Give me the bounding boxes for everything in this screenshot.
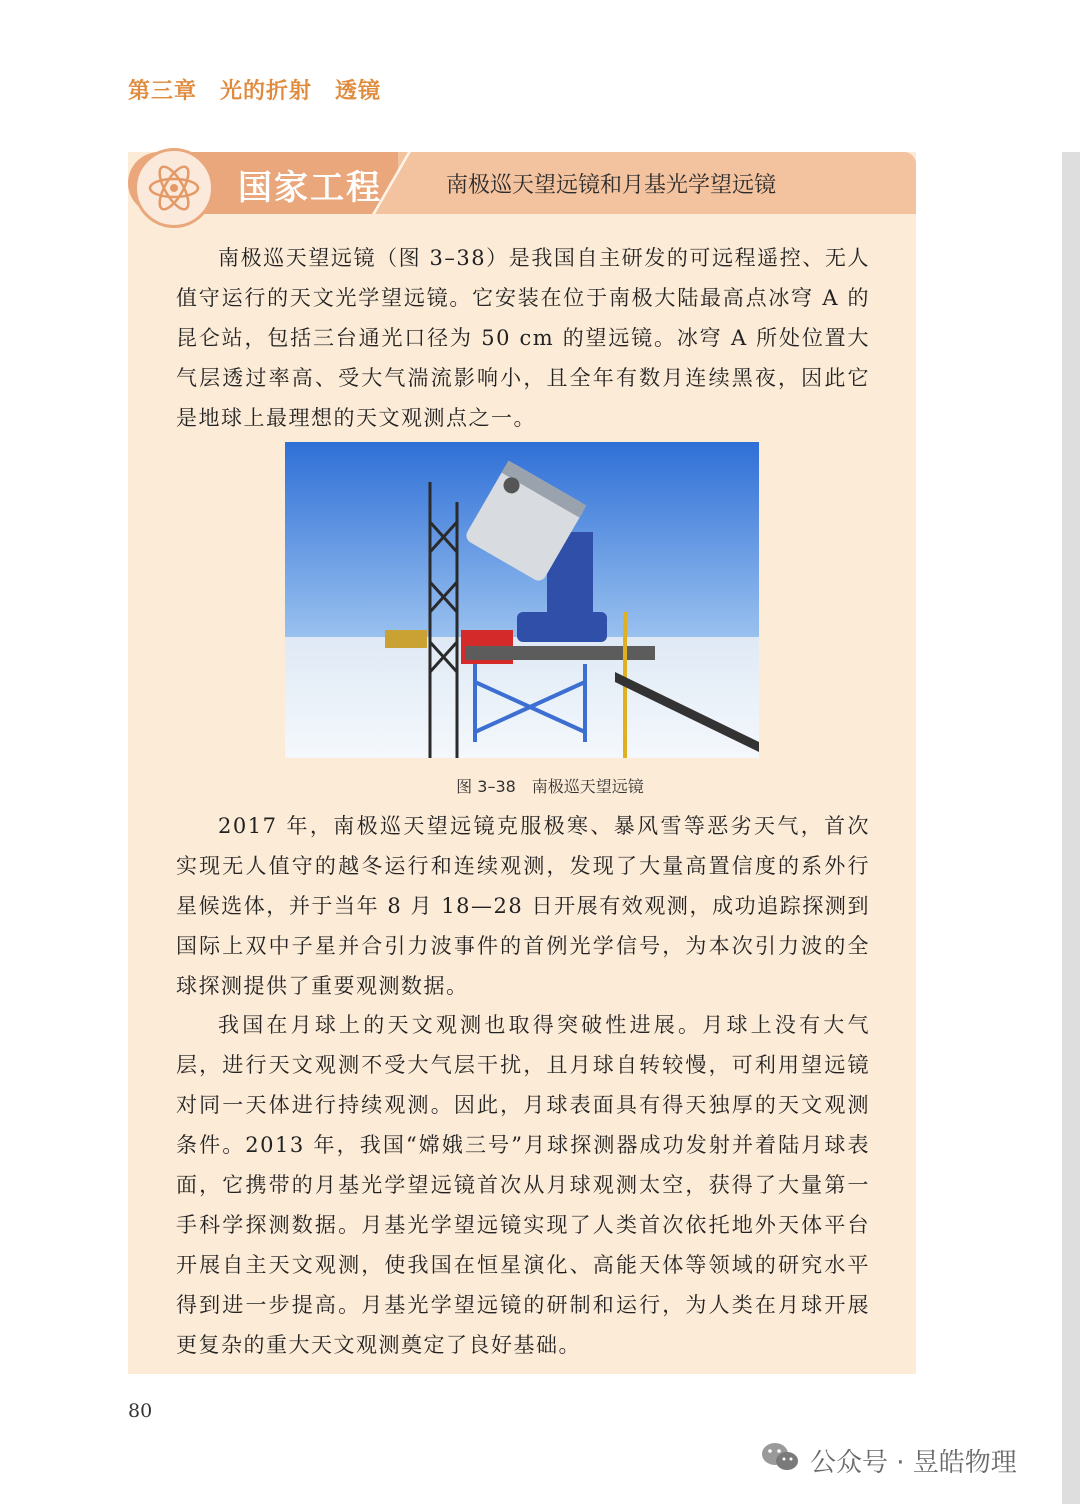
- banner-subtitle: 南极巡天望远镜和月基光学望远镜: [446, 173, 777, 198]
- page-number: 80: [128, 1400, 153, 1422]
- feature-banner: [128, 152, 916, 214]
- watermark-text: 公众号 · 昱皓物理: [810, 1447, 1017, 1478]
- page-edge-strip: [1062, 152, 1080, 1504]
- paragraph-2: 2017 年，南极巡天望远镜克服极寒、暴风雪等恶劣天气，首次实现无人值守的越冬运行和连续观测，发现了大量高置信度的系外行星候选体，并于当年 8 月 18—28 日开展有效观测，成功追踪探测到国际上双中子星并合引力波事件的首例光学信号，为本次引力波的全球探测提供了重要观测数据。: [176, 814, 870, 998]
- chapter-header: 第三章 光的折射 透镜: [128, 78, 382, 104]
- wechat-icon: [760, 1440, 800, 1481]
- figure-caption: 图 3–38 南极巡天望远镜: [456, 777, 644, 796]
- paragraph-3: 我国在月球上的天文观测也取得突破性进展。月球上没有大气层，进行天文观测不受大气层干扰，且月球自转较慢，可利用望远镜对同一天体进行持续观测。因此，月球表面具有得天独厚的天文观测条件。2013 年，我国“嫦娥三号”月球探测器成功发射并着陆月球表面，它携带的月基光学望远镜首次从月球观测太空，获得了大量第一手科学探测数据。月基光学望远镜实现了人类首次依托地外天体平台开展自主天文观测，使我国在恒星演化、高能天体等领域的研究水平得到进一步提高。月基光学望远镜的研制和运行，为人类在月球开展更复杂的重大天文观测奠定了良好基础。: [176, 1013, 870, 1357]
- banner-title: 国家工程: [238, 168, 382, 208]
- atom-icon: [134, 148, 214, 228]
- watermark: [760, 1440, 1017, 1480]
- telescope-photo: [285, 442, 759, 758]
- paragraph-1: 南极巡天望远镜（图 3–38）是我国自主研发的可远程遥控、无人值守运行的天文光学望远镜。它安装在位于南极大陆最高点冰穹 A 的昆仑站，包括三台通光口径为 50 cm 的望远镜。冰穹 A 所处位置大气层透过率高、受大气湍流影响小，且全年有数月连续黑夜，因此它是地球上最理想的天文观测点之一。: [176, 246, 870, 430]
